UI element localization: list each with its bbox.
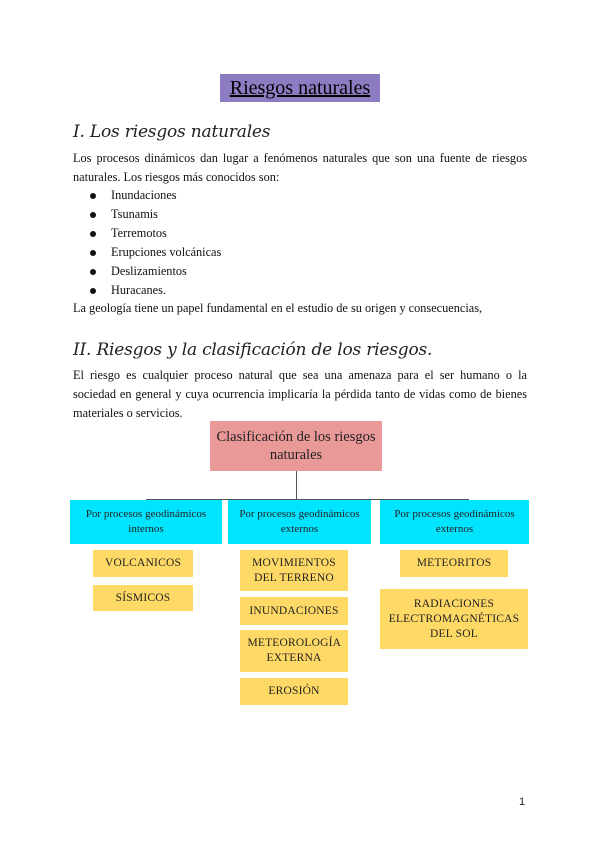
category-box-external-2: Por procesos geodinámicos externos xyxy=(380,500,529,544)
category-box-internal: Por procesos geodinámicos internos xyxy=(70,500,222,544)
item-box: METEOROLOGÍA EXTERNA xyxy=(240,630,348,672)
page-number: 1 xyxy=(519,796,526,808)
risk-definition-paragraph: El riesgo es cualquier proceso natural que sea una amenaza para el ser humano o la sociedad en general y cuya ocurrencia implicaría la pérdida tanto de vidas como de bienes materiales o servicios. xyxy=(73,368,527,420)
list-item: Tsunamis xyxy=(73,205,221,224)
item-box: SÍSMICOS xyxy=(93,585,193,611)
item-box: MOVIMIENTOS DEL TERRENO xyxy=(240,550,348,591)
item-box: RADIACIONES ELECTROMAGNÉTICAS DEL SOL xyxy=(380,589,528,649)
risk-list xyxy=(73,186,221,300)
intro-paragraph: Los procesos dinámicos dan lugar a fenómenos naturales que son una fuente de riesgos naturales. Los riesgos más conocidos son: xyxy=(73,151,527,184)
list-item: Inundaciones xyxy=(73,186,221,205)
section-heading-2: II. Riesgos y la clasificación de los riesgos. xyxy=(73,340,433,360)
list-item: Terremotos xyxy=(73,224,221,243)
item-box: METEORITOS xyxy=(400,550,508,577)
category-box-external: Por procesos geodinámicos externos xyxy=(228,500,371,544)
closing-paragraph: La geología tiene un papel fundamental en el estudio de su origen y consecuencias, xyxy=(73,301,483,315)
list-item: Erupciones volcánicas xyxy=(73,243,221,262)
item-box: EROSIÓN xyxy=(240,678,348,705)
list-item: Deslizamientos xyxy=(73,262,221,281)
diagram-root-box: Clasificación de los riesgos naturales xyxy=(210,421,382,471)
list-item: Huracanes. xyxy=(73,281,221,300)
item-box: INUNDACIONES xyxy=(240,597,348,625)
page-title: Riesgos naturales xyxy=(220,74,380,102)
section-heading-1: I. Los riesgos naturales xyxy=(73,122,271,142)
connector-line xyxy=(296,471,297,500)
item-box: VOLCANICOS xyxy=(93,550,193,577)
